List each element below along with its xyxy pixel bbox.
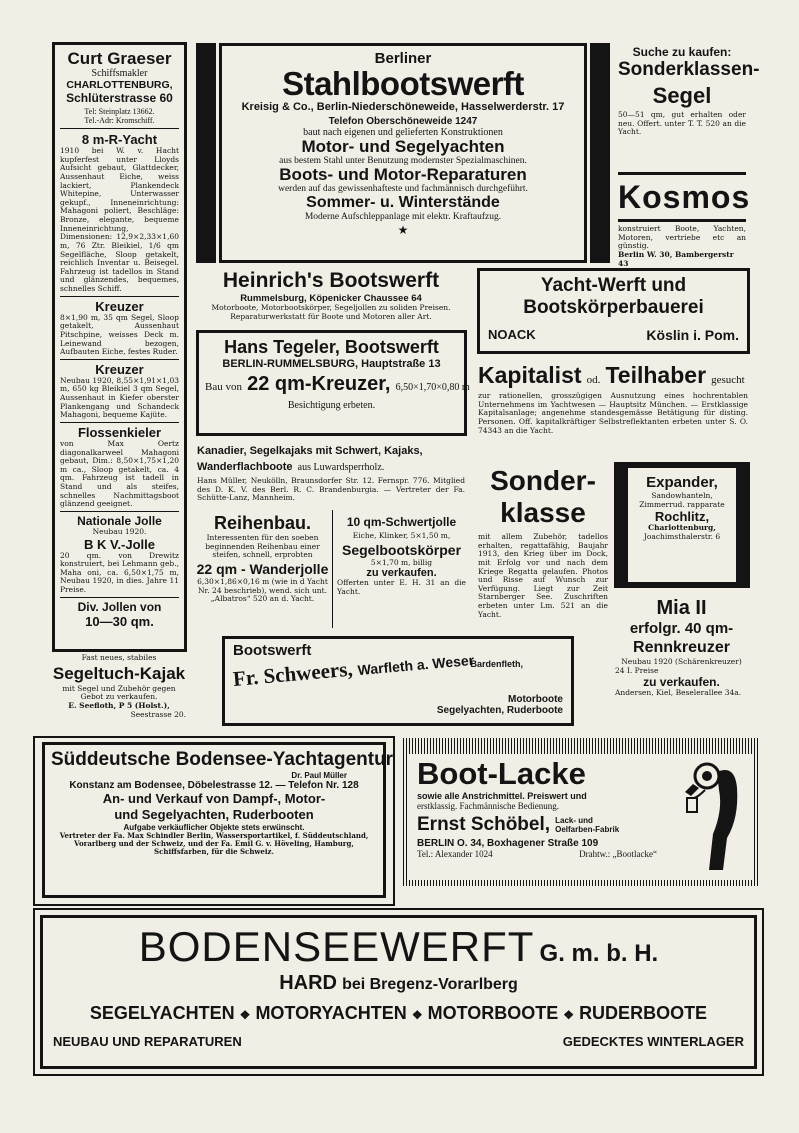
diamond-separator-icon: ❖: [563, 1008, 575, 1022]
graeser-heading-jollen: Div. Jollen von: [77, 599, 162, 614]
kosmos-title: Kosmos: [618, 179, 751, 215]
graeser-text-8m: 1910 bei W. v. Hacht kupferfest unter Lloyds Aufsicht gebaut, Glattdecker, Aussenhaut Eiche, weiss lackiert, Plankendeck Whitepine, Unterwasser gekupf., Inneneinrichtung: Mahagoni poliert, Beschläge: Bronze, elegante, bequeme Inneneinrichtung, Dimensionen: 12,9×2,33×1,60 m, 76 Ztr. Bleikiel, 1/6 qm Segelfläche, Sloop getakelt, reichlich Inventar u. Beisegel. Fahrzeug ist tadellos in Stand und glänzendes, bequemes, schnelles Schiff.: [60, 146, 179, 293]
reihenbau-text-1: Interessenten für den soeben beginnenden Reihenbau einer steifen, schnell, erprobten: [205, 533, 320, 560]
mia-title: Mia II: [656, 597, 707, 619]
heinrich-text: Motorboote, Motorbootskörper, Segeljollen zu soliden Preisen. Reparaturwerkstatt für Boote und Motoren aller Art.: [211, 303, 451, 321]
segeltuch-address: E. Seefloth, P 5 (Holst.),: [68, 700, 170, 710]
agentur-line-3: Aufgabe verkäuflicher Objekte stets erwünscht.: [123, 823, 305, 832]
segeltuch-title: Segeltuch-Kajak: [52, 663, 186, 683]
werft-item-segelyachten: SEGELYACHTEN: [89, 1003, 235, 1023]
mueller-head: Kanadier, Segelkajaks mit Schwert, Kajaks, Wanderflachboote: [197, 445, 423, 473]
schweers-b1: Motorboote: [508, 694, 563, 705]
tegeler-foot: Besichtigung erbeten.: [287, 400, 376, 411]
diamond-separator-icon: ❖: [411, 1008, 423, 1022]
werft-item-motoryachten: MOTORYACHTEN: [255, 1003, 407, 1023]
suche-text: 50—51 qm, gut erhalten oder neu. Offert. unter T. T. 520 an die Yacht.: [618, 110, 746, 137]
agentur-line-2: und Segelyachten, Ruderbooten: [114, 807, 314, 822]
noack-name: NOACK: [488, 327, 536, 342]
schweers-place: Bardenfleth,: [470, 659, 523, 669]
schweers-top: Bootswerft: [233, 642, 312, 659]
ad-noack: [477, 268, 750, 354]
stahl-line-3: werden auf das gewissenhafteste und fachmännisch durchgeführt.: [278, 184, 528, 194]
werft-item-motorboote: MOTORBOOTE: [427, 1003, 559, 1023]
expander-street: Joachimsthalerstr. 6: [643, 531, 721, 541]
kapitalist-title: Kapitalist: [478, 362, 582, 388]
tegeler-dims: 6,50×1,70×0,80 m: [395, 382, 470, 393]
mia-line-6: Andersen, Kiel, Beselerallee 34a.: [615, 688, 742, 698]
reihenbau-big: 22 qm - Wanderjolle: [196, 560, 329, 577]
tegeler-address: BERLIN-RUMMELSBURG, Hauptstraße 13: [222, 358, 441, 370]
stahl-line-1: baut nach eigenen und gelieferten Konstruktionen: [303, 127, 503, 138]
ad-bodensee-agentur: [42, 742, 394, 898]
tegeler-big: 22 qm-Kreuzer,: [247, 373, 391, 395]
schwertjolle-line-4: Offerten unter E. H. 31 an die Yacht.: [337, 578, 466, 596]
mia-line-5: zu verkaufen.: [643, 675, 720, 690]
segeltuch-text: mit Segel und Zubehör gegen Gebot zu verkaufen.: [62, 683, 176, 702]
schweers-b2: Segelyachten, Ruderboote: [436, 705, 563, 716]
expander-title: Expander,: [646, 474, 718, 491]
stahl-heading-2: Boots- und Motor-Reparaturen: [279, 165, 527, 184]
agentur-owner: Dr. Paul Müller: [291, 771, 347, 780]
ad-kapitalist: [475, 360, 751, 460]
reihenbau-title: Reihenbau.: [213, 513, 311, 533]
ad-bodenseewerft: [40, 915, 757, 1069]
schwertjolle-title: 10 qm-Schwertjolle: [346, 515, 457, 529]
ad-reihenbau: [193, 510, 333, 628]
graeser-heading-kreuzer-2: Kreuzer: [95, 361, 144, 377]
kapitalist-od: od.: [586, 374, 601, 386]
heinrich-sub: Rummelsburg, Köpenicker Chaussee 64: [240, 293, 422, 304]
ad-suche-segel: [614, 43, 760, 165]
bootlacke-line-2: erstklassig. Fachmännische Bedienung.: [417, 801, 559, 811]
agentur-title: Süddeutsche Bodensee-Yachtagentur: [51, 749, 394, 770]
ad-heinrichs-bootswerft: [193, 266, 469, 328]
graeser-street: Schlüterstrasse 60: [66, 91, 173, 105]
ad-bootlacke: [409, 754, 753, 880]
suche-title-1: Sonderklassen-: [618, 59, 760, 80]
werft-foot-left: NEUBAU UND REPARATUREN: [53, 1034, 242, 1049]
graeser-text-bkv: 20 qm. von Drewitz konstruiert, bei Lehmann geb., Maha oni, ca. 6,50×1,75 m, Neubau 1920, in dies. Jahre 11 Preise.: [60, 550, 179, 594]
ad-hans-mueller: [193, 440, 469, 508]
agentur-line-4: Vertreter der Fa. Max Schindler Berlin, Wassersportartikel, f. Süddeutschland, Vorarlberg und der Schweiz, und der Fa. Emil G. v. Höveling, Hamburg, Schiffsfarben, für die Schweiz.: [59, 831, 369, 857]
noack-title-1: Yacht-Werft und: [540, 275, 687, 296]
graeser-heading-nationale: Nationale Jolle: [77, 513, 162, 528]
noack-title-2: Bootskörperbauerei: [523, 297, 704, 318]
sonder-text: mit allem Zubehör, tadellos erhalten, regattafähig, Baujahr 1913, den Krieg über im Dock, mit Erfolg vor und nach dem Kriege Regatta gelaufen. Photos und Risse auf Wunsch zur Verfügung. Liegt zur Zeit Starnberger See. Zuschriften erbeten unter Lm. 521 an die Yacht.: [478, 532, 608, 619]
suche-head: Suche zu kaufen:: [632, 45, 732, 59]
ad-schwertjolle: [334, 510, 469, 628]
agentur-address: Konstanz am Bodensee, Döbelestrasse 12. — Telefon Nr. 128: [69, 780, 359, 791]
ad-segeltuch-kajak: [50, 653, 188, 731]
schwertjolle-line-2: 5×1,70 m, billig: [370, 557, 433, 567]
bootlacke-line-1: sowie alle Anstrichmittel. Preiswert und: [417, 791, 587, 801]
werft-item-ruderboote: RUDERBOOTE: [579, 1003, 708, 1023]
kosmos-address: Berlin W. 30, Bambergerstr 43: [618, 249, 734, 268]
expander-city: Charlottenburg,: [648, 523, 716, 533]
graeser-text-flossenkieler: von Max Oertz diagonalkarweel Mahagoni gebaut, Dim.: 8,50×1,75×1,20 m ca., Sloop getakelt, ca. 4 qm. Fahrzeug ist tadell in Stand und als steifes, schnelles Nachmittagsboot glänzend geeignet.: [60, 438, 179, 509]
stahl-city: Berliner: [374, 50, 432, 67]
graeser-text-kreuzer-2: Neubau 1920, 8,55×1,91×1,03 m, 650 kg Bleikiel 3 qm Segel, Aussenhaut in Kiefer oberster Plankengang und Schandeck Mahagoni, bequeme Kajüte.: [60, 375, 179, 420]
werft-title: BODENSEEWERFT: [138, 923, 535, 970]
agentur-line-1: An- und Verkauf von Dampf-, Motor-: [102, 791, 326, 806]
ad-mia-ii: [612, 594, 751, 730]
bootlacke-draht: Drahtw.: „Bootlacke“: [579, 849, 657, 859]
sonder-title-2: klasse: [500, 497, 586, 528]
ad-stahlbootswerft: [219, 43, 587, 263]
tegeler-pre: Bau von: [205, 381, 242, 393]
suche-title-2: Segel: [652, 83, 712, 108]
ad-hans-tegeler: [196, 330, 470, 436]
bootlacke-address: BERLIN O. 34, Boxhagener Straße 109: [417, 838, 599, 849]
schweers-name: Fr. Schweers,: [231, 656, 354, 691]
werft-foot-right: GEDECKTES WINTERLAGER: [562, 1034, 744, 1049]
mueller-headtail: aus Luwardsperrholz.: [297, 462, 385, 473]
kapitalist-title-2: Teilhaber: [605, 362, 707, 388]
stahl-owner: Kreisig & Co., Berlin-Niederschöneweide, Hasselwerderstr. 17: [241, 101, 565, 113]
graeser-heading-flossenkieler: Flossenkieler: [77, 424, 162, 440]
graeser-text-nationale: Neubau 1920.: [92, 526, 147, 536]
stahl-line-2: aus bestem Stahl unter Benutzung modernster Spezialmaschinen.: [279, 156, 527, 166]
graeser-heading-qm: 10—30 qm.: [85, 613, 154, 629]
graeser-city: CHARLOTTENBURG,: [66, 79, 173, 91]
expander-name: Rochlitz,: [654, 509, 710, 525]
stahl-phone: Telefon Oberschöneweide 1247: [328, 116, 478, 127]
graeser-telegram: Tel.-Adr: Kromschiff.: [84, 116, 155, 125]
schweers-city: Warfleth a. Weser: [357, 651, 475, 679]
mia-line-4: 24 I. Preise: [615, 665, 659, 675]
ad-sonderklasse: [475, 463, 611, 629]
bootlacke-tel: Tel.: Alexander 1024: [417, 849, 493, 859]
kapitalist-text: zur rationellen, grosszügigen Ausnutzung eines hochrentablen Unternehmens im Yachtwesen — Hauptsitz München. — Erstklassige Kapitalsanlage; angenehme standesgemässe Betätigung für disting. Personen. Off. kapitalkräftiger Selbstreflektanten erbeten unter S. O. 74343 an die Yacht.: [478, 391, 748, 435]
expander-line-1: Sandowhanteln,: [651, 491, 713, 500]
expander-line-2: Zimmerrud. rapparate: [639, 499, 725, 509]
ad-schweers: [222, 636, 574, 726]
ad-curt-graeser: [52, 42, 187, 652]
diamond-separator-icon: ❖: [239, 1008, 251, 1022]
stahl-heading-3: Sommer- u. Winterstände: [306, 194, 500, 211]
mia-line-2: Rennkreuzer: [633, 639, 730, 656]
painter-figure-icon: [683, 758, 747, 874]
mia-line-3: Neubau 1920 (Schärenkreuzer): [621, 657, 742, 666]
werft-hard: HARD: [279, 972, 337, 994]
graeser-name: Curt Graeser: [67, 49, 172, 68]
bootlacke-title: Boot-Lacke: [417, 756, 586, 791]
graeser-heading-8m: 8 m-R-Yacht: [81, 132, 158, 147]
ad-kosmos: [614, 170, 751, 268]
kapitalist-gesucht: gesucht: [711, 374, 745, 386]
stahl-title: Stahlbootswerft: [282, 65, 524, 102]
graeser-text-kreuzer-1: 8×1,90 m, 35 qm Segel, Sloop getakelt, Aussenhaut Pitschpine, weisses Deck m. Leinewand bezogen, Aufbauten Eiche, festes Ruder.: [60, 312, 179, 357]
mia-line-1: erfolgr. 40 qm-: [629, 620, 734, 637]
bootlacke-sub-1: Lack- und: [555, 816, 593, 825]
graeser-profession: Schiffsmakler: [91, 68, 148, 79]
segeltuch-pre: Fast neues, stabiles: [81, 653, 157, 662]
ad-expander: [614, 462, 750, 588]
graeser-heading-bkv: B K V.-Jolle: [83, 536, 156, 552]
heinrich-title: Heinrich's Bootswerft: [222, 269, 440, 292]
werft-place: bei Bregenz-Vorarlberg: [342, 976, 518, 993]
stahl-heading-1: Motor- und Segelyachten: [301, 137, 505, 156]
werft-gmbh: G. m. b. H.: [539, 940, 659, 967]
sonder-title-1: Sonder-: [490, 465, 596, 496]
star-icon: ★: [397, 223, 409, 237]
tegeler-title: Hans Tegeler, Bootswerft: [224, 337, 439, 357]
stahl-line-4: Moderne Aufschleppanlage mit elektr. Kraftaufzug.: [304, 212, 502, 222]
schwertjolle-line-3: zu verkaufen.: [366, 567, 437, 580]
noack-city: Köslin i. Pom.: [646, 327, 739, 343]
graeser-phone: Tel: Steinplatz 13662.: [84, 107, 155, 116]
schwertjolle-big: Segelbootskörper: [341, 541, 462, 558]
bootlacke-sub-2: Oelfarben-Fabrik: [555, 825, 620, 834]
graeser-heading-kreuzer-1: Kreuzer: [95, 298, 144, 314]
bootlacke-name: Ernst Schöbel,: [417, 814, 551, 835]
reihenbau-text-2: 6,30×1,86×0,16 m (wie in d Yacht Nr. 24 beschrieb), wend. sich unt. „Albatros“ 520 an d. Yacht.: [197, 576, 328, 604]
segeltuch-street: Seestrasse 20.: [130, 709, 186, 719]
mueller-text: Hans Müller, Neukölln, Braunsdorfer Str. 12. Fernspr. 776. Mitglied des D. K. V. des Berl. R. C. Brandenburgia. — Vertreter der Fa. Schütte-Lanz, Mannheim.: [197, 476, 465, 503]
schwertjolle-line-1: Eiche, Klinker, 5×1,50 m,: [352, 531, 451, 540]
kosmos-text: konstruiert Boote, Yachten, Motoren, vertriebe etc an günstig.: [618, 224, 746, 251]
